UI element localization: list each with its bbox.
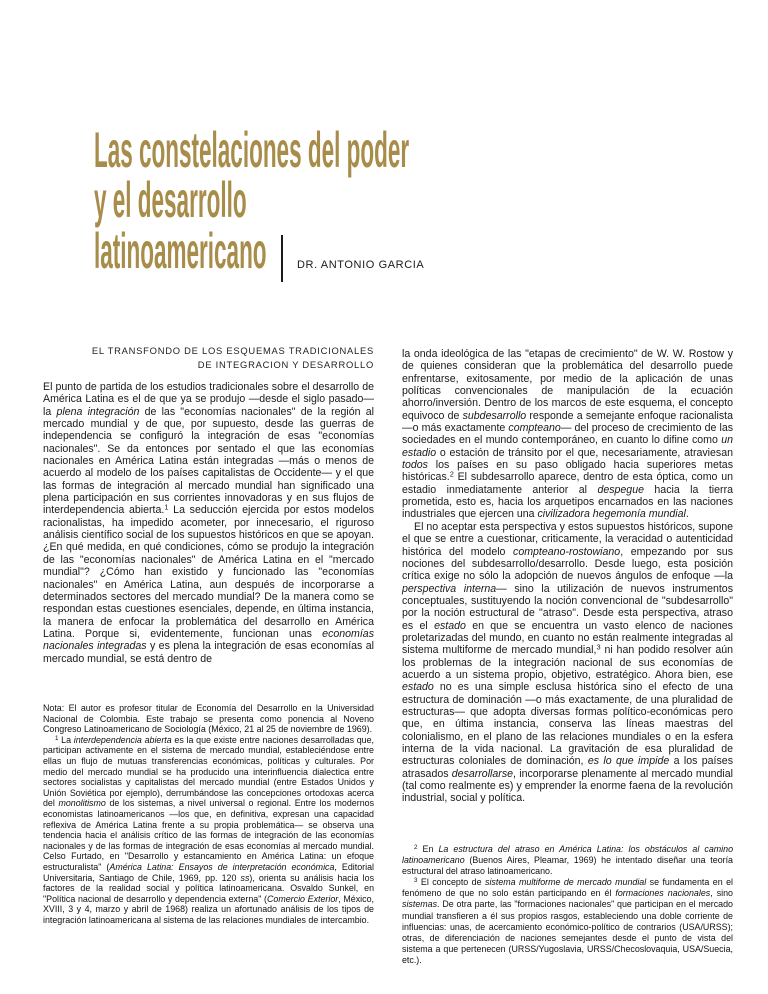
body-paragraph: El punto de partida de los estudios tradicionales sobre el desarrollo de América Latina es el de que ya se produjo —desde el siglo pasado— la plena integración de las "economías nacionales" de la región al mercado mundial y de que, por supuesto, desde las guerras de independencia se configuró la integración de esas "economías nacionales". Se da entonces por sentado el que las economías nacionales en América Latina están integradas —más o menos de acuerdo al modelo de los países capitalistas de Occidente— y el que las formas de integración al mercado mundial han significado una plena participación en sus corrientes innovadoras y en sus flujos de interdependencia abierta.$^1$ La seducción ejercida por estos modelos racionalistas, ha impedido acometer, por innecesario, el riguroso análisis científico social de los supuestos históricos en que se apoyan. ¿En qué medida, en qué condiciones, cómo se produjo la integración de las "economías nacionales" de América Latina en el "mercado mundial"? ¿Cómo han existido y funcionado las "economías nacionales" en América Latina, aun después de incorporarse a determinados sectores del mercado mundial? De la manera como se respondan estas cuestiones esenciales, depende, en última instancia, la manera de enfocar la problemática del desarrollo en América Latina. Porque si, evidentemente, funcionan unas economías nacionales integradas y es plena la integración de esas economías al mercado mundial, se está dentro de [43, 381, 375, 665]
italic-text: es lo que impide [587, 755, 670, 768]
italic-text: estado [402, 681, 434, 694]
footnote-reference: 3 [414, 877, 418, 885]
italic-text: ss [240, 872, 250, 883]
italic-text: sistema multiforme de mercado mundial [485, 877, 647, 888]
body-paragraph: la onda ideológica de las "etapas de crecimiento" de W. W. Rostow y de quienes consideran que la problemática del desarrollo puede enfrentarse, exitosamente, por medio de la aplicación de unas políticas convencionales de manipulación de la ecuación ahorro/inversión. Dentro de los marcos de este esquema, el concepto equivoco de subdesarrollo responde a semejante enfoque racionalista —o más exactamente compteano— del proceso de crecimiento de las sociedades en el mundo contemporáneo, en cuanto lo difine como un estadio o estación de tránsito por el que, necesariamente, atraviesan todos los países en su paso obligado hacia superiores metas históricas.$^2$ El subdesarrollo aparece, dentro de esta óptica, como un estadio inmediatamente anterior al despegue hacia la tierra prometida, esto es, hacia los arquetipos encarnados en las naciones industriales que ejercen una civilizadora hegemonía mundial. [402, 348, 734, 521]
body-paragraph: El no aceptar esta perspectiva y estos supuestos históricos, supone el que se entre a cuestionar, criticamente, la veracidad o autenticidad histórica del modelo compteano-rostowiano, empezando por sus nociones del subdesarrollo/desarrollo. Desde luego, esta posición crítica exige no sólo la adopción de nuevos ángulos de enfoque —la perspectiva interna— sino la utilización de nuevos instrumentos conceptuales, sustituyendo la noción convencional de "subdesarrollo" por la noción estructural de "atraso". Desde esta perspectiva, atraso es el estado en que se encuentra un vasto elenco de naciones proletarizadas del mundo, en cuanto no están realmente integradas al sistema multiforme de mercado mundial,$^3$ ni han podido resolver aún los problemas de la integración nacional de sus economías de acuerdo a un sistema propio, objetivo, estratégico. Ahora bien, ese estado no es una simple esclusa histórica sino el efecto de una estructura de dominación —o más exactamente, de una pluralidad de estructuras— que adopta diversas formas político-económicas pero que, en última instancia, conserva las líneas maestras del colonialismo, en el plano de las relaciones mundiales o en la esfera interna de la vida nacional. La gravitación de esa pluralidad de estructuras coloniales de dominación, es lo que impide a los países atrasados desarrollarse, incorporarse plenamente al mercado mundial (tal como realmente es) y emprender la enorme faena de la revolución industrial, social y política. [402, 520, 734, 805]
italic-text: formaciones nacionales [615, 888, 711, 899]
italic-text: plena integración [56, 405, 140, 418]
italic-text: compteano [508, 422, 561, 435]
footnote-2: $^2$ En La estructura del atraso en América Latina: los obstáculos al camino latinoamericano (Buenos Aires, Pleamar, 1969) he intentado diseñar una teoría estructural del atraso latinoamericano. [402, 843, 734, 877]
italic-text: desarrollarse [451, 767, 514, 780]
italic-text: subdesarrollo [462, 409, 527, 422]
left-column-body [43, 381, 374, 665]
italic-text: compteano-rostowiano [513, 545, 621, 558]
article-title-line-1: Las constelaciones del poder [94, 122, 410, 178]
footnote-1: $^1$ La interdependencia abierta es la que existe entre naciones desarrolladas que, participan activamente en el sistema de mercado mundial, estableciéndose entre ellas un flujo de mutuas transferencias económicas, políticas y culturales. Por medio del mercado mundial se ha producido una interinfluencia dialectica entre sectores socialistas y capitalistas del mercado mundial (entre Estados Unidos y Unión Soviética por ejemplo), derrumbándose las concepciones ortodoxas acerca del monolitismo de los sistemas, a nivel universal o regional. Entre los modernos economistas latinoamericanos —los que, en definitiva, expresan una capacidad reflexiva de América Latina frente a su propia problemática— se observa una tendencia hacia el análisis crítico de las formas de integración de las economías nacionales y de las formas de integración de esas economías al mercado mundial. Celso Furtado, en "Desarrollo y estancamiento en América Latina: un efoque estructuralista" (América Latina: Ensayos de interpretación económica, Editorial Universitaria, Santiago de Chile, 1969, pp. 120 ss), orienta su análisis hacia los factores de la realidad social y política latinoamericana. Osvaldo Sunkel, en "Política nacional de desarrollo y dependencia externa" (Comercio Exterior, México, XVIII, 3 y 4, marzo y abril de 1968) realiza un afortunado análisis de los tipos de integración latinoamericana al sistema de las relaciones mundiales de intercambio. [43, 734, 375, 925]
author-name: DR. ANTONIO GARCIA [297, 259, 425, 271]
footnote-3: $^3$ El concepto de sistema multiforme de mercado mundial se fundamenta en el fenómeno de que no solo están participando en él formaciones nacionales, sino sistemas. De otra parte, las "formaciones nacionales" que participan en el mercado mundial transfieren a él sus propios rasgos, estableciendo una doble corriente de influencias: unas, de acercamiento económico-político de contrarios (USA/URSS); otras, de diferenciación de naciones semejantes desde el punto de vista del sistema a que pertenecen (URSS/Yugoslavia, URSS/Checoslovaquia, USA/Suecia, etc.). [402, 877, 733, 965]
footnote-reference: 3 [596, 642, 601, 652]
italic-text: todos [402, 459, 428, 472]
footnote-reference: 2 [414, 843, 418, 851]
italic-text: Comercio Exterior [267, 893, 339, 904]
left-column-footnotes [43, 703, 374, 925]
article-title-line-2: y el desarrollo [94, 172, 247, 228]
footnote-reference: 1 [164, 502, 169, 512]
byline-divider [281, 235, 283, 282]
right-column-footnotes [402, 844, 733, 966]
italic-text: despegue [597, 483, 644, 496]
section-heading-line-1: EL TRANSFONDO DE LOS ESQUEMAS TRADICIONALES [91, 345, 374, 356]
italic-text: civilizadora hegemonía mundial [537, 508, 686, 521]
author-note: Nota: El autor es profesor titular de Economía del Desarrollo en la Universidad Nacional de Colombia. Este trabajo se presenta como ponencia al Noveno Congreso Latinoamericano de Sociología (México, 21 al 25 de noviembre de 1969). [43, 703, 374, 735]
italic-text: un estadio [402, 434, 733, 459]
section-heading [43, 344, 374, 371]
article-title-line-3: latinoamericano [94, 223, 267, 279]
section-heading-line-2: DE INTEGRACION Y DESARROLLO [197, 358, 374, 370]
right-column-body [402, 348, 733, 805]
italic-text: sistemas [402, 899, 438, 910]
italic-text: economías nacionales integradas [43, 627, 374, 653]
italic-text: La estructura del atraso en América Latina: los obstáculos al camino latinoamericano [402, 844, 734, 866]
footnote-reference: 2 [449, 469, 454, 479]
italic-text: estado [434, 619, 466, 632]
italic-text: interdependencia abierta [73, 734, 172, 745]
italic-text: perspectiva interna [402, 582, 497, 595]
italic-text: América Latina: Ensayos de interpretación económica [109, 861, 335, 872]
footnote-reference: 1 [55, 734, 59, 742]
italic-text: monolitismo [58, 798, 106, 809]
